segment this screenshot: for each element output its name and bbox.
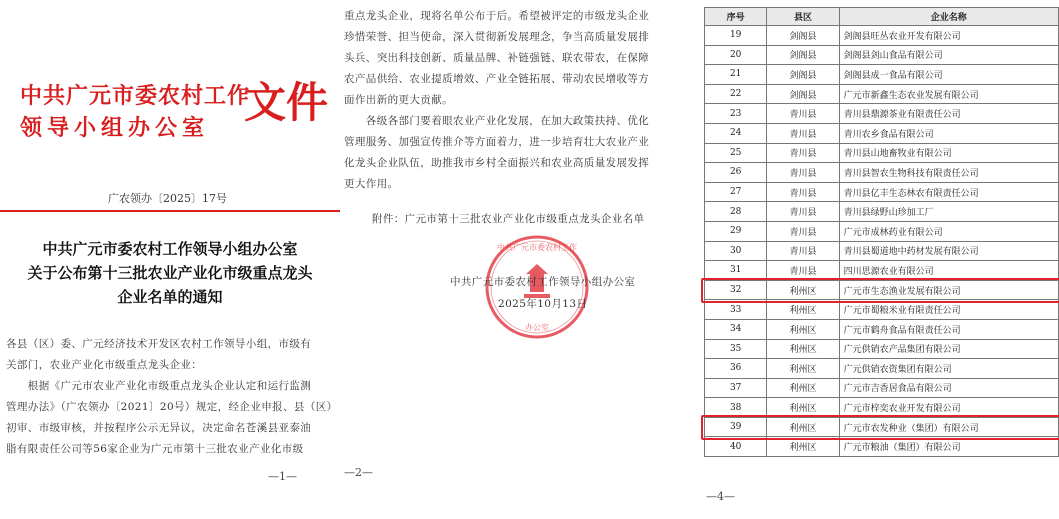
cell-number: 29: [705, 221, 767, 241]
cell-enterprise-name: 剑阁县剑山食品有限公司: [839, 45, 1058, 65]
table-row: [705, 339, 1059, 359]
cell-enterprise-name: 四川思源农业有限公司: [839, 261, 1058, 281]
cell-area: 利州区: [767, 359, 839, 379]
table-row: [705, 280, 1059, 300]
cell-enterprise-name: 广元市农发种业（集团）有限公司: [839, 417, 1058, 437]
body-line: 关部门，农业产业化市级重点龙头企业：: [6, 359, 203, 371]
body-line: 根据《广元市农业产业化市级重点龙头企业认定和运行监测: [6, 380, 312, 392]
cell-number: 26: [705, 163, 767, 183]
page-number: —2—: [344, 466, 373, 479]
table-row: [705, 221, 1059, 241]
body-line: 农产品供给、农业提质增效、产业全链拓展、带动农民增收等方: [344, 73, 650, 85]
table-row: [705, 417, 1059, 437]
table-row: [705, 359, 1059, 379]
cell-number: 27: [705, 182, 767, 202]
cell-area: 利州区: [767, 339, 839, 359]
body-line: 面作出新的更大贡献。: [344, 94, 453, 106]
cell-number: 28: [705, 202, 767, 222]
body-line: 头兵、突出科技创新、质量品牌、补链强链、联农带农，在保障: [344, 52, 650, 64]
table-row: [705, 300, 1059, 320]
table-row: [705, 261, 1059, 281]
table-row: [705, 202, 1059, 222]
table-row: [705, 182, 1059, 202]
body-line: 各县（区）委、广元经济技术开发区农村工作领导小组，市级有: [6, 338, 312, 350]
cell-enterprise-name: 剑阁县成一食品有限公司: [839, 65, 1058, 85]
cell-number: 20: [705, 45, 767, 65]
cell-number: 38: [705, 398, 767, 418]
page-four-table: [690, 0, 1059, 519]
table-row: [705, 45, 1059, 65]
cell-number: 25: [705, 143, 767, 163]
cell-number: 36: [705, 359, 767, 379]
document-number: 广农领办〔2025〕17号: [108, 192, 227, 205]
cell-enterprise-name: 青川县蜀道地中药材发展有限公司: [839, 241, 1058, 261]
attachment-line: 附件：广元市第十三批农业产业化市级重点龙头企业名单: [372, 213, 645, 225]
cell-area: 青川县: [767, 104, 839, 124]
cell-number: 23: [705, 104, 767, 124]
body-line: 各级各部门要着眼农业产业化发展，在加大政策扶持、优化: [344, 115, 650, 127]
cell-enterprise-name: 青川县鼎源茶业有限责任公司: [839, 104, 1058, 124]
notice-title-line-1: 中共广元市委农村工作领导小组办公室: [42, 240, 298, 258]
cell-area: 青川县: [767, 241, 839, 261]
table-row: [705, 378, 1059, 398]
cell-number: 37: [705, 378, 767, 398]
cell-area: 剑阁县: [767, 26, 839, 46]
cell-area: 青川县: [767, 202, 839, 222]
cell-area: 青川县: [767, 123, 839, 143]
cell-enterprise-name: 广元市梓奕农业开发有限公司: [839, 398, 1058, 418]
cell-enterprise-name: 广元市鹤舟食品有限责任公司: [839, 319, 1058, 339]
table-row: [705, 163, 1059, 183]
cell-number: 35: [705, 339, 767, 359]
table-row: [705, 26, 1059, 46]
cell-number: 33: [705, 300, 767, 320]
cell-area: 剑阁县: [767, 65, 839, 85]
notice-title-line-2: 关于公布第十三批农业产业化市级重点龙头: [27, 264, 313, 282]
cell-enterprise-name: 广元供销农资集团有限公司: [839, 359, 1058, 379]
signature-office: 中共广元市委农村工作领导小组办公室: [450, 276, 636, 288]
cell-area: 剑阁县: [767, 45, 839, 65]
cell-area: 利州区: [767, 417, 839, 437]
table-row: [705, 437, 1059, 457]
page-number: —1—: [268, 470, 297, 483]
body-line: 重点龙头企业，现将名单公布于后。希望被评定的市级龙头企业: [344, 10, 650, 22]
cell-area: 剑阁县: [767, 84, 839, 104]
cell-number: 40: [705, 437, 767, 457]
cell-number: 39: [705, 417, 767, 437]
table-row: [705, 84, 1059, 104]
red-header-line-1: 中共广元市委农村工作: [20, 83, 251, 109]
cell-number: 31: [705, 261, 767, 281]
cell-enterprise-name: 剑阁县旺丛农业开发有限公司: [839, 26, 1058, 46]
cell-area: 青川县: [767, 182, 839, 202]
cell-number: 21: [705, 65, 767, 85]
cell-area: 青川县: [767, 163, 839, 183]
body-line: 脂有限责任公司等56家企业为广元市第十三批农业产业化市级: [6, 443, 304, 455]
cell-area: 利州区: [767, 378, 839, 398]
cell-enterprise-name: 广元市成林药业有限公司: [839, 221, 1058, 241]
cell-enterprise-name: 广元供销农产品集团有限公司: [839, 339, 1058, 359]
table-row: [705, 319, 1059, 339]
red-divider-line: [0, 210, 340, 212]
cell-area: 利州区: [767, 319, 839, 339]
cell-enterprise-name: 广元市粮油（集团）有限公司: [839, 437, 1058, 457]
cell-number: 24: [705, 123, 767, 143]
red-header-line-2: 领导小组办公室: [20, 115, 210, 141]
page-one: [0, 0, 340, 519]
cell-enterprise-name: 青川农乡食品有限公司: [839, 123, 1058, 143]
cell-area: 利州区: [767, 437, 839, 457]
body-line: 化龙头企业队伍，助推我市乡村全面振兴和农业高质量发展发挥: [344, 157, 650, 169]
table-header-row: [705, 8, 1059, 26]
page-two: [340, 0, 690, 519]
cell-enterprise-name: 青川县智农生物科技有限责任公司: [839, 163, 1058, 183]
column-header-name: 企业名称: [839, 8, 1058, 26]
cell-area: 青川县: [767, 143, 839, 163]
cell-area: 利州区: [767, 300, 839, 320]
page-number: —4—: [706, 490, 735, 503]
cell-number: 22: [705, 84, 767, 104]
table-row: [705, 143, 1059, 163]
cell-number: 30: [705, 241, 767, 261]
cell-enterprise-name: 广元市蜀粮米业有限责任公司: [839, 300, 1058, 320]
body-line: 更大作用。: [344, 178, 399, 190]
cell-enterprise-name: 广元市生态渔业发展有限公司: [839, 280, 1058, 300]
notice-title-line-3: 企业名单的通知: [117, 288, 223, 306]
table-row: [705, 241, 1059, 261]
body-line: 珍惜荣誉、担当使命，深入贯彻新发展理念，争当高质量发展排: [344, 31, 650, 43]
svg-text:办公室: 办公室: [525, 323, 549, 332]
cell-number: 19: [705, 26, 767, 46]
cell-enterprise-name: 广元市新鑫生态农业发展有限公司: [839, 84, 1058, 104]
cell-area: 利州区: [767, 280, 839, 300]
red-header-wenjian: 文件: [244, 78, 329, 127]
cell-number: 34: [705, 319, 767, 339]
table-row: [705, 104, 1059, 124]
enterprise-list-table: [704, 7, 1059, 457]
column-header-area: 县区: [767, 8, 839, 26]
body-line: 管理服务、加强宣传推介等方面着力，进一步培育壮大农业产业: [344, 136, 650, 148]
cell-area: 青川县: [767, 221, 839, 241]
cell-area: 青川县: [767, 261, 839, 281]
cell-enterprise-name: 青川县绿野山珍加工厂: [839, 202, 1058, 222]
body-line: 管理办法》（广农领办〔2021〕20号）规定，经企业申报、县（区）: [6, 401, 338, 413]
cell-number: 32: [705, 280, 767, 300]
cell-enterprise-name: 广元市吉香居食品有限公司: [839, 378, 1058, 398]
table-row: [705, 65, 1059, 85]
body-line: 初审、市级审核，并按程序公示无异议，决定命名苍溪县亚泰油: [6, 422, 312, 434]
signature-date: 2025年10月13日: [498, 298, 588, 310]
table-row: [705, 123, 1059, 143]
cell-area: 利州区: [767, 398, 839, 418]
column-header-no: 序号: [705, 8, 767, 26]
svg-text:中共广元市委农村工作: 中共广元市委农村工作: [497, 243, 577, 252]
table-row: [705, 398, 1059, 418]
cell-enterprise-name: 青川县山地畜牧业有限公司: [839, 143, 1058, 163]
cell-enterprise-name: 青川县亿丰生态林农有限责任公司: [839, 182, 1058, 202]
